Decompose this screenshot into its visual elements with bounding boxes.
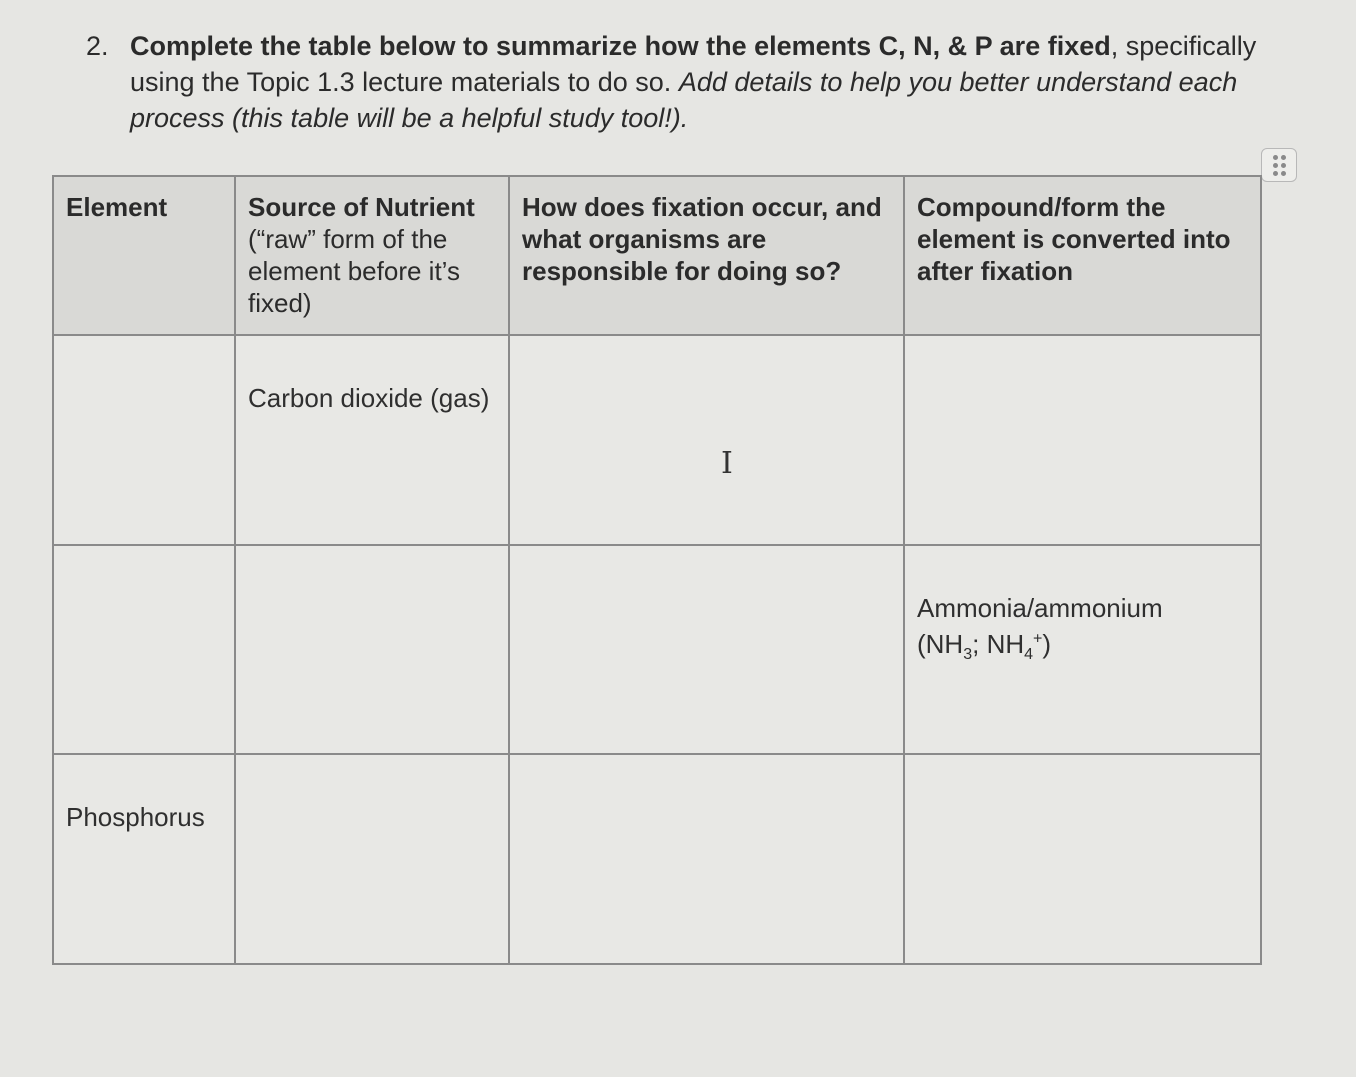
table-row-carbon [53,335,1261,545]
question-bold: Complete the table below to summarize how the elements C, N, & P are fixed [130,31,1111,61]
cell-source[interactable] [235,754,509,964]
question-text [86,28,1286,136]
question-plain: , specifically using the Topic 1.3 lecture materials to do so. [130,31,1257,97]
grid-handle-icon[interactable] [1261,148,1297,182]
cell-compound[interactable] [904,754,1261,964]
table-row-nitrogen [53,545,1261,755]
table-header-row [53,176,1261,335]
header-compound: Compound/form the element is converted into after fixation [904,176,1261,335]
table-row-phosphorus [53,754,1261,964]
compound-formula: ($NH_3$; $NH_4^+$) [917,629,1052,664]
text-cursor-icon: I [721,446,733,481]
cell-element[interactable] [53,335,235,545]
cell-compound[interactable] [904,545,1261,755]
question-italic: Add details to help you better understand each process (this table will be a helpful study tool!). [130,67,1238,133]
cell-element[interactable] [53,545,235,755]
fixation-table [52,175,1262,965]
cell-how[interactable] [509,545,904,755]
header-how: How does fixation occur, and what organisms are responsible for doing so? [509,176,904,335]
compound-name: Ammonia/ammonium [917,592,1163,623]
cell-source[interactable]: Carbon dioxide (gas) [235,335,509,545]
question-number: 2. [86,31,109,61]
header-source-title: Source of Nutrient [248,192,475,222]
cell-element[interactable]: Phosphorus [53,754,235,964]
cell-compound[interactable] [904,335,1261,545]
cell-how[interactable] [509,335,904,545]
header-source [235,176,509,335]
header-element: Element [53,176,235,335]
cell-how[interactable] [509,754,904,964]
cell-source[interactable] [235,545,509,755]
question-body [130,28,1286,136]
header-source-subtitle: (“raw” form of the element before it’s fixed) [248,224,460,318]
